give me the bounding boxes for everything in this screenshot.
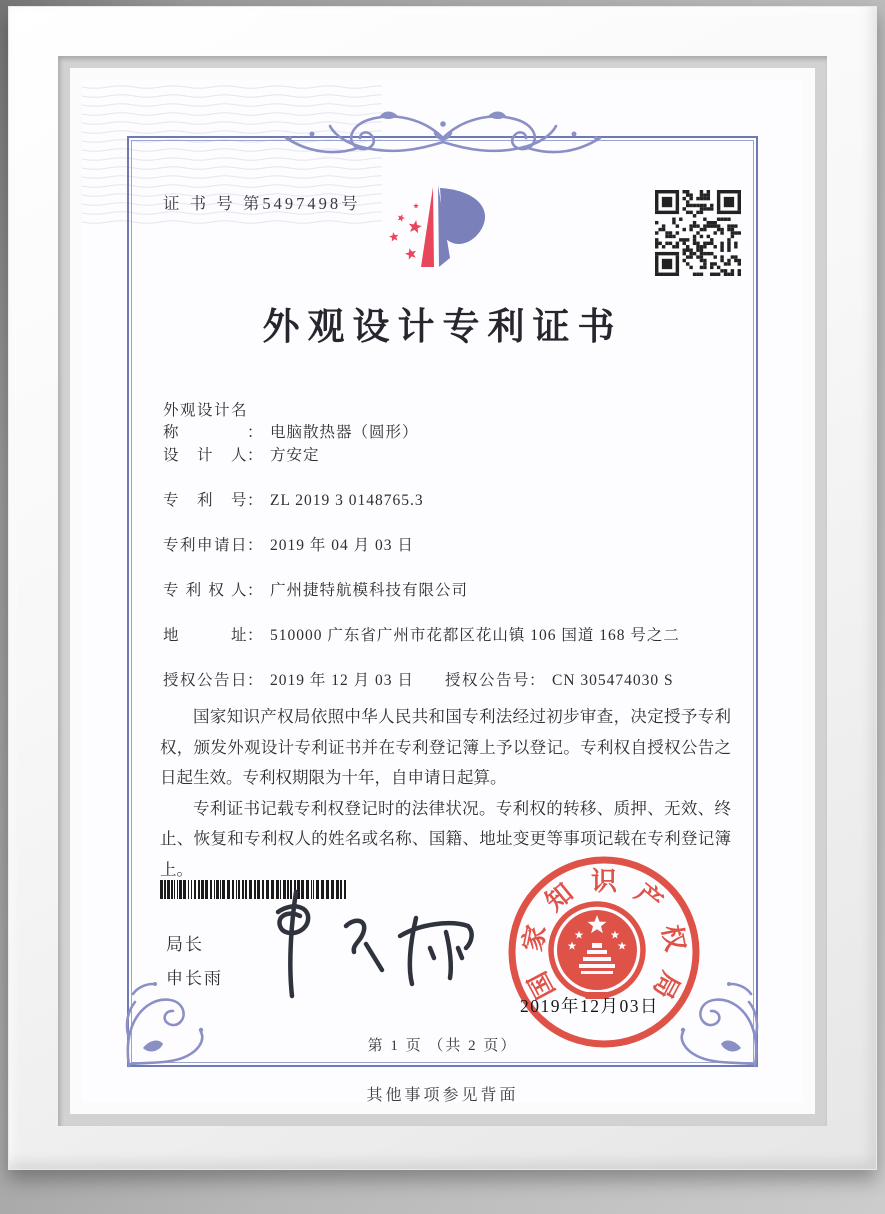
field-label: 专利号: [163, 492, 247, 509]
page-indicator: 第 1 页 （共 2 页）: [367, 1038, 518, 1054]
field-label: 专利权人: [163, 582, 247, 599]
legal-paragraph-1: 国家知识产权局依照中华人民共和国专利法经过初步审查，决定授予专利权，颁发外观设计专利证书并在专利登记簿上予以登记。专利权自授权公告之日起生效。专利权期限为十年，自申请日起算。: [160, 707, 731, 787]
field-value: ZL 2019 3 0148765.3: [270, 492, 424, 509]
signer-name: 申长雨: [166, 969, 223, 988]
back-note: 其他事项参见背面: [366, 1087, 519, 1102]
svg-text:产: 产: [629, 878, 668, 917]
svg-text:识: 识: [590, 867, 618, 896]
certificate-number: 证 书 号 第5497498号: [163, 194, 361, 213]
field-row-design-name: 外观设计名称 ： 电脑散热器（圆形）: [163, 398, 753, 443]
field-label: 外观设计名称: [163, 402, 247, 441]
field-row-filing-date: 专利申请日： 2019 年 04 月 03 日: [163, 533, 753, 578]
field-list: [163, 398, 753, 713]
seal-date: 2019年12月03日: [520, 996, 659, 1016]
frame-opening: [58, 56, 827, 1126]
svg-text:国: 国: [522, 966, 561, 1004]
field-label: 专利申请日: [163, 537, 247, 554]
signature-handwriting: [254, 886, 474, 1001]
field-label: 设计人: [163, 447, 247, 464]
picture-frame: [8, 6, 877, 1170]
field-value: 510000 广东省广州市花都区花山镇 106 国道 168 号之二: [270, 627, 680, 644]
field-row-patentee: 专利权人： 广州捷特航模科技有限公司: [163, 578, 753, 623]
official-seal: [504, 852, 704, 1052]
qr-code: [655, 190, 741, 276]
field-value: 方安定: [270, 447, 320, 464]
svg-text:知: 知: [540, 878, 579, 917]
signer-title: 局长: [166, 935, 204, 954]
svg-text:局: 局: [647, 966, 686, 1004]
cnipa-logo: [382, 182, 500, 282]
svg-text:权: 权: [656, 922, 690, 954]
grant-no-group: 授权公告号： CN 305474030 S: [445, 672, 674, 689]
certificate-title: 外观设计专利证书: [262, 307, 623, 348]
flourish-ornament-top: [278, 108, 608, 168]
grant-date-group: 授权公告日： 2019 年 12 月 03 日: [163, 672, 414, 689]
legal-paragraph-2: 专利证书记载专利权登记时的法律状况。专利权的转移、质押、无效、终止、恢复和专利权人的姓名或名称、国籍、地址变更等事项记载在专利登记簿上。: [160, 798, 731, 879]
svg-text:家: 家: [518, 922, 552, 954]
field-value: 电脑散热器（圆形）: [270, 424, 419, 441]
certificate-paper: [82, 80, 803, 1102]
field-row-patent-no: 专利号： ZL 2019 3 0148765.3: [163, 488, 753, 533]
matte: [70, 68, 815, 1114]
field-row-designer: 设计人： 方安定: [163, 443, 753, 488]
field-value: 2019 年 04 月 03 日: [270, 537, 414, 554]
field-row-address: 地址： 510000 广东省广州市花都区花山镇 106 国道 168 号之二: [163, 623, 753, 668]
field-value: 广州捷特航模科技有限公司: [270, 582, 469, 599]
field-label: 地址: [163, 627, 247, 644]
